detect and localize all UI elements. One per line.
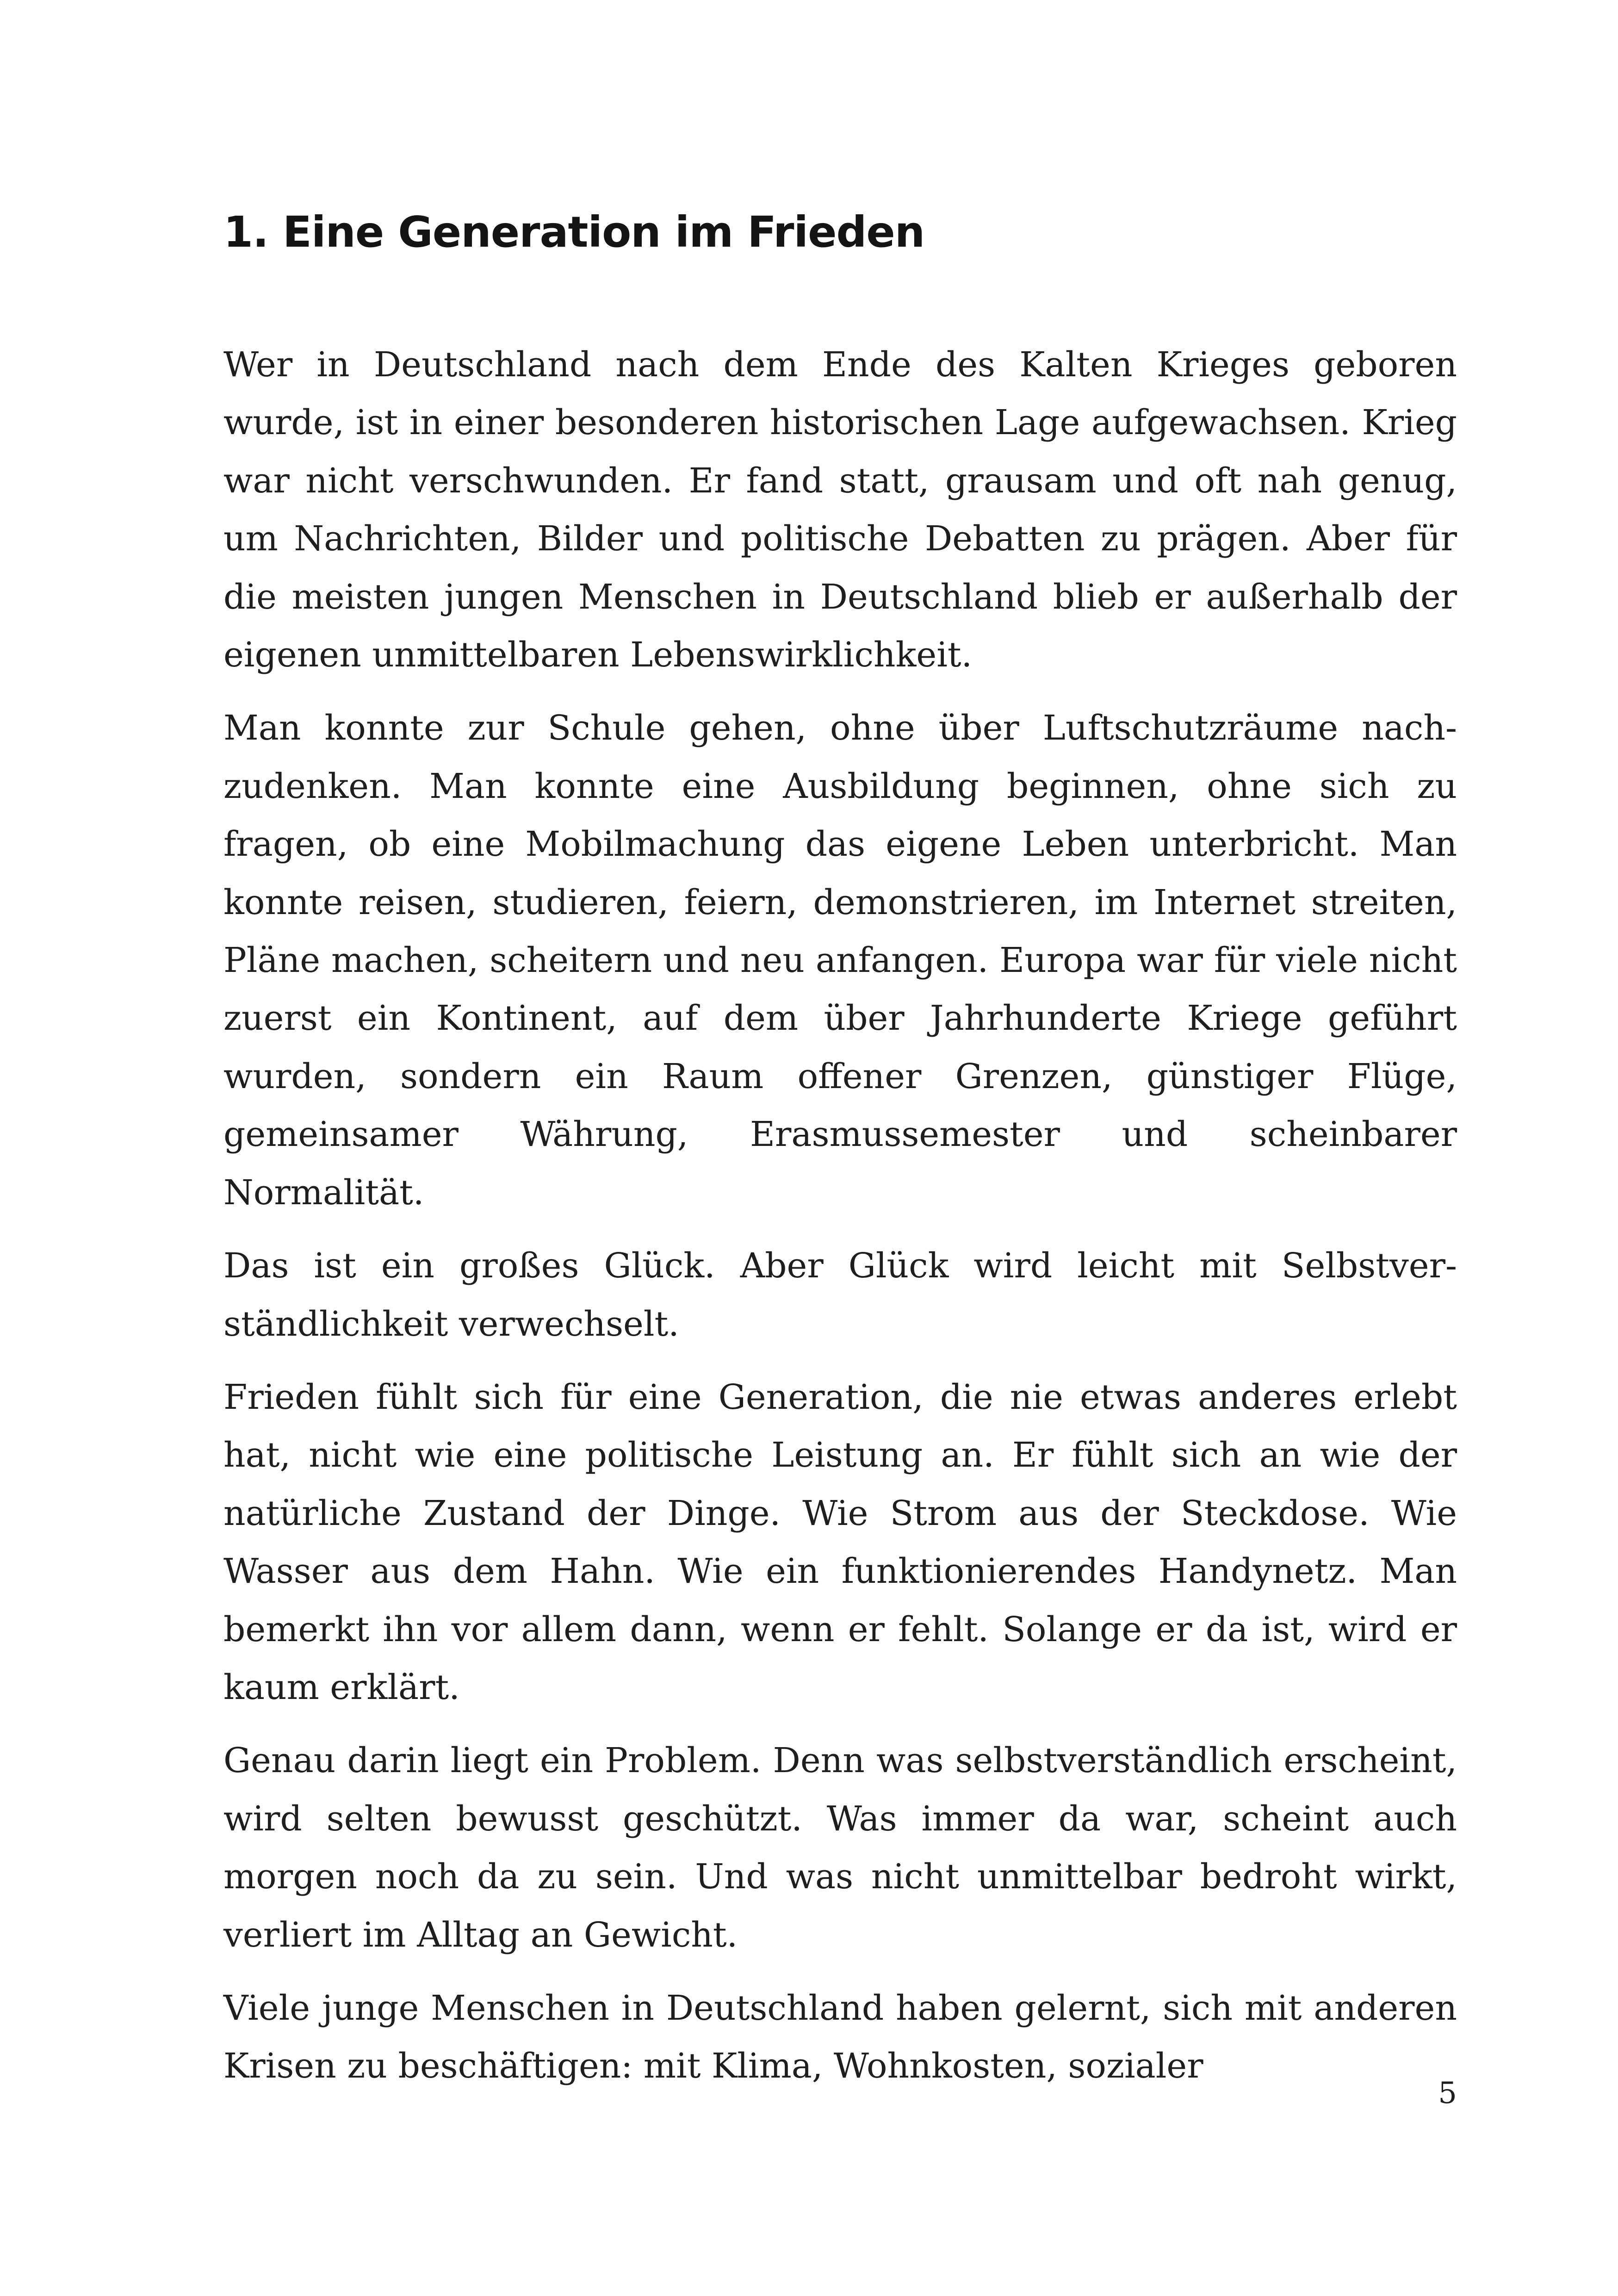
paragraph-3: Das ist ein großes Glück. Aber Glück wird leicht mit Selbstverständlichkeit verwechselt. [223,1246,1457,1344]
paragraph-5: Genau darin liegt ein Problem. Denn was selbstverständlich erscheint, wird selten bewusst geschützt. Was immer da war, scheint auch morgen noch da zu sein. Und was nicht unmittelbar bedroht wirkt, verliert im Alltag an Gewicht. [223,1741,1457,1955]
paragraph-1: Wer in Deutschland nach dem Ende des Kalten Krieges geboren wurde, ist in einer besonderen historischen Lage aufgewachsen. Krieg war nicht verschwunden. Er fand statt, grausam und oft nah genug, um Nachrichten, Bilder und politische Debatten zu prägen. Aber für die meisten jungen Menschen in Deutschland blieb er außerhalb der eigenen unmittelbaren Lebenswirklichkeit. [223,345,1457,675]
paragraph-2: Man konnte zur Schule gehen, ohne über Luftschutzräume nachzudenken. Man konnte eine Ausbildung beginnen, ohne sich zu fragen, ob eine Mobilmachung das eigene Leben unterbricht. Man konnte reisen, studieren, feiern, demonstrieren, im Internet streiten, Pläne machen, scheitern und neu anfangen. Europa war für viele nicht zuerst ein Kontinent, auf dem über Jahrhunderte Kriege geführt wurden, sondern ein Raum offener Grenzen, günstiger Flüge, gemeinsamer Währung, Erasmussemester und scheinbarer Normalität. [223,708,1457,1213]
chapter-title: 1. Eine Generation im Frieden [223,207,925,257]
body-text [223,336,1457,2096]
paragraph-4: Frieden fühlt sich für eine Generation, die nie etwas anderes erlebt hat, nicht wie eine politische Leistung an. Er fühlt sich an wie der natürliche Zustand der Dinge. Wie Strom aus der Steckdose. Wie Wasser aus dem Hahn. Wie ein funktionierendes Handynetz. Man bemerkt ihn vor allem dann, wenn er fehlt. Solange er da ist, wird er kaum erklärt. [223,1377,1457,1707]
paragraph-6: Viele junge Menschen in Deutschland haben gelernt, sich mit anderen Krisen zu beschäftigen: mit Klima, Wohnkosten, sozialer [223,1988,1457,2086]
page-number: 5 [1438,2076,1457,2110]
